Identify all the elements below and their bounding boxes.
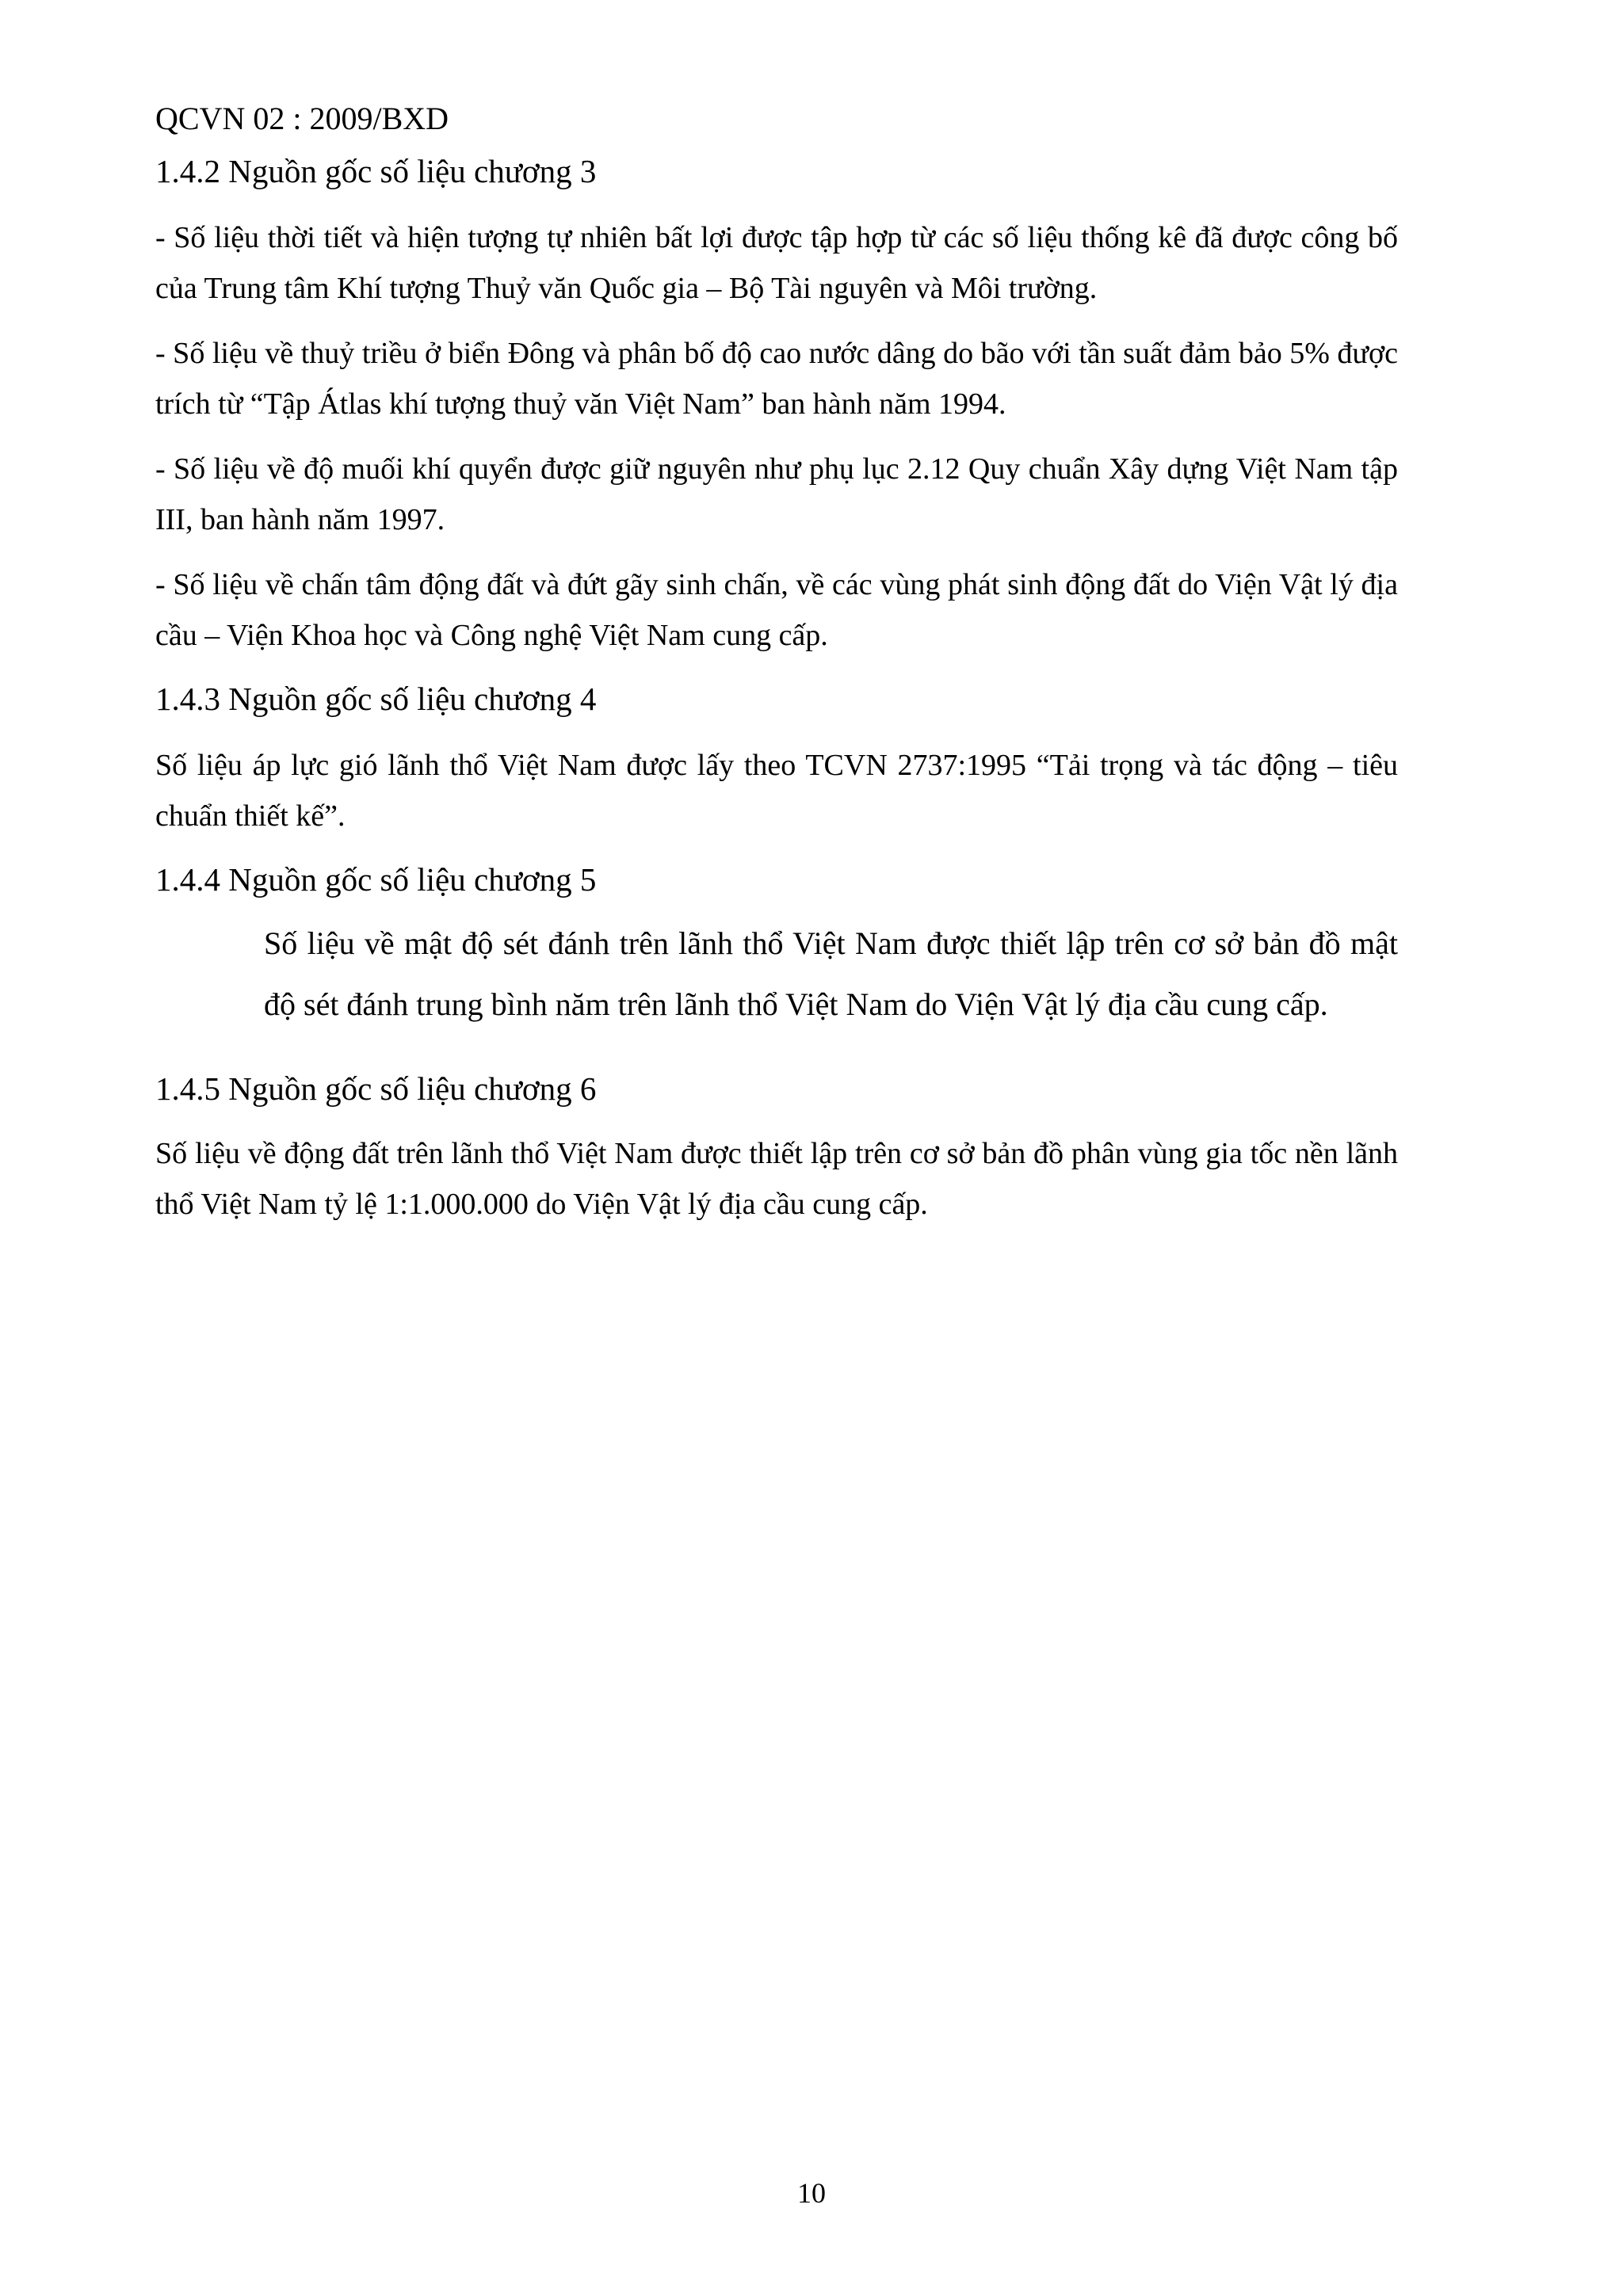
- document-code-header: QCVN 02 : 2009/BXD: [155, 101, 449, 136]
- section-heading-1-4-4: 1.4.4 Nguồn gốc số liệu chương 5: [155, 861, 597, 898]
- paragraph-wind-pressure-data: Số liệu áp lực gió lãnh thổ Việt Nam được lấy theo TCVN 2737:1995 “Tải trọng và tác động – tiêu chuẩn thiết kế”.: [155, 749, 1398, 833]
- page-number: 10: [797, 2177, 826, 2209]
- paragraph-weather-data: - Số liệu thời tiết và hiện tượng tự nhiên bất lợi được tập hợp từ các số liệu thống kê đã được công bố của Trung tâm Khí tượng Thuỷ văn Quốc gia – Bộ Tài nguyên và Môi trường.: [155, 221, 1398, 305]
- paragraph-lightning-density-data: Số liệu về mật độ sét đánh trên lãnh thổ Việt Nam được thiết lập trên cơ sở bản đồ mật độ sét đánh trung bình năm trên lãnh thổ Việt Nam do Viện Vật lý địa cầu cung cấp.: [264, 925, 1398, 1022]
- document-page: [155, 97, 1398, 1230]
- paragraph-tide-data: - Số liệu về thuỷ triều ở biển Đông và phân bố độ cao nước dâng do bão với tần suất đảm bảo 5% được trích từ “Tập Átlas khí tượng thuỷ văn Việt Nam” ban hành năm 1994.: [155, 337, 1398, 421]
- paragraph-earthquake-epicenter-data: - Số liệu về chấn tâm động đất và đứt gãy sinh chấn, về các vùng phát sinh động đất do Viện Vật lý địa cầu – Viện Khoa học và Công nghệ Việt Nam cung cấp.: [155, 568, 1398, 652]
- paragraph-salinity-data: - Số liệu về độ muối khí quyển được giữ nguyên như phụ lục 2.12 Quy chuẩn Xây dựng Việt Nam tập III, ban hành năm 1997.: [155, 452, 1398, 536]
- section-heading-1-4-5: 1.4.5 Nguồn gốc số liệu chương 6: [155, 1070, 597, 1107]
- section-heading-1-4-2: 1.4.2 Nguồn gốc số liệu chương 3: [155, 153, 597, 189]
- paragraph-earthquake-acceleration-data: Số liệu về động đất trên lãnh thổ Việt Nam được thiết lập trên cơ sở bản đồ phân vùng gia tốc nền lãnh thổ Việt Nam tỷ lệ 1:1.000.000 do Viện Vật lý địa cầu cung cấp.: [155, 1137, 1398, 1221]
- section-heading-1-4-3: 1.4.3 Nguồn gốc số liệu chương 4: [155, 681, 597, 717]
